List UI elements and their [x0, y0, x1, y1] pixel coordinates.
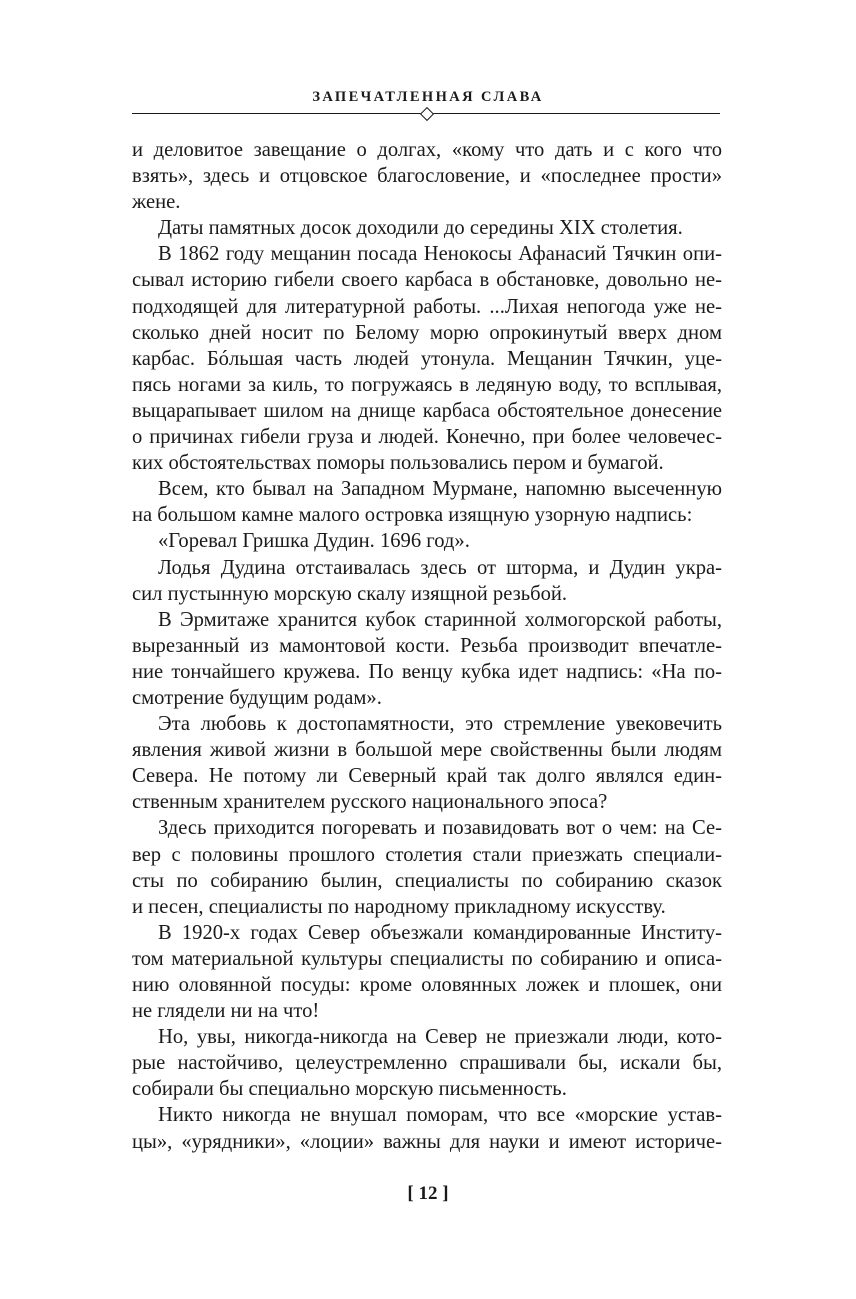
- paragraph: [132, 215, 722, 241]
- text-line: смотрение будущим родам».: [132, 686, 382, 709]
- paragraph: [132, 476, 722, 528]
- text-line: В 1920-х годах Север объезжали командированные Институ-: [158, 921, 722, 944]
- text-line: Никто никогда не внушал поморам, что все «морские устав-: [158, 1104, 722, 1127]
- paragraph: [132, 137, 722, 215]
- text-line: не глядели ни на что!: [132, 1000, 320, 1023]
- paragraph: [132, 607, 722, 711]
- paragraph: [132, 241, 722, 476]
- text-line: явления живой жизни в большой мере свойственны были людям: [132, 739, 722, 762]
- text-line: Эта любовь к достопамятности, это стремление увековечить: [158, 713, 722, 736]
- text-line: взять», здесь и отцовское благословение, и «последнее прости»: [132, 165, 722, 188]
- text-line: ние тончайшего кружева. По венцу кубка идет надпись: «На по-: [132, 660, 722, 683]
- diamond-ornament-icon: [420, 107, 434, 121]
- body-text: [132, 137, 722, 1155]
- page-number: [ 12 ]: [407, 1183, 449, 1204]
- paragraph: [132, 555, 722, 607]
- text-line: о причинах гибели груза и людей. Конечно, при более человечес-: [132, 426, 722, 449]
- text-line: на большом камне малого островка изящную узорную надпись:: [132, 504, 693, 527]
- head-rule: [132, 113, 720, 114]
- text-line: В Эрмитаже хранится кубок старинной холмогорской работы,: [158, 608, 722, 631]
- paragraph: [132, 1102, 722, 1154]
- text-line: том материальной культуры специалисты по собиранию и описа-: [132, 947, 722, 970]
- paragraph: [132, 815, 722, 919]
- text-line: Но, увы, никогда-никогда на Север не приезжали люди, кото-: [158, 1026, 722, 1049]
- paragraph: [132, 1024, 722, 1102]
- running-head: ЗАПЕЧАТЛЕННАЯ СЛАВА: [312, 89, 544, 105]
- text-line: Здесь приходится погоревать и позавидовать вот о чем: на Се-: [158, 817, 722, 840]
- text-line: ственным хранителем русского национального эпоса?: [132, 791, 608, 814]
- text-line: Лодья Дудина отстаивалась здесь от шторма, и Дудин укра-: [158, 556, 722, 579]
- text-line: цы», «урядники», «лоции» важны для науки и имеют историче-: [132, 1130, 722, 1153]
- text-line: нию оловянной посуды: кроме оловянных ложек и плошек, они: [132, 974, 722, 996]
- text-line: рые настойчиво, целеустремленно спрашивали бы, искали бы,: [132, 1052, 722, 1075]
- text-line: и деловитое завещание о долгах, «кому что дать и с кого что: [132, 139, 722, 161]
- text-line: выцарапывает шилом на днище карбаса обстоятельное донесение: [132, 399, 722, 422]
- text-line: ких обстоятельствах поморы пользовались пером и бумагой.: [132, 452, 664, 475]
- paragraph: [132, 711, 722, 815]
- text-line: карбас. Бóльшая часть людей утонула. Мещанин Тячкин, уце-: [132, 347, 722, 370]
- text-line: подходящей для литературной работы. ...Лихая непогода уже не-: [132, 295, 722, 318]
- paragraph: [132, 920, 722, 1024]
- paragraph: [132, 528, 722, 554]
- text-line: Даты памятных досок доходили до середины XIX столетия.: [158, 217, 683, 240]
- text-line: «Горевал Гришка Дудин. 1696 год».: [158, 530, 470, 553]
- text-line: сывал историю гибели своего карбаса в обстановке, довольно не-: [132, 269, 722, 292]
- text-line: жене.: [132, 191, 181, 214]
- text-line: сил пустынную морскую скалу изящной резьбой.: [132, 582, 568, 605]
- text-line: вер с половины прошлого столетия стали приезжать специали-: [132, 843, 722, 866]
- text-line: Севера. Не потому ли Северный край так долго являлся един-: [132, 765, 722, 788]
- text-line: Всем, кто бывал на Западном Мурмане, напомню высеченную: [158, 478, 722, 501]
- text-line: сколько дней носит по Белому морю опрокинутый вверх дном: [132, 321, 722, 344]
- text-line: и песен, специалисты по народному прикладному искусству.: [132, 895, 666, 918]
- text-line: вырезанный из мамонтовой кости. Резьба производит впечатле-: [132, 634, 722, 657]
- text-line: пясь ногами за киль, то погружаясь в ледяную воду, то всплывая,: [132, 373, 722, 396]
- text-line: В 1862 году мещанин посада Ненокосы Афанасий Тячкин опи-: [158, 243, 722, 266]
- text-line: сты по собиранию былин, специалисты по собиранию сказок: [132, 869, 722, 892]
- text-line: собирали бы специально морскую письменность.: [132, 1078, 567, 1101]
